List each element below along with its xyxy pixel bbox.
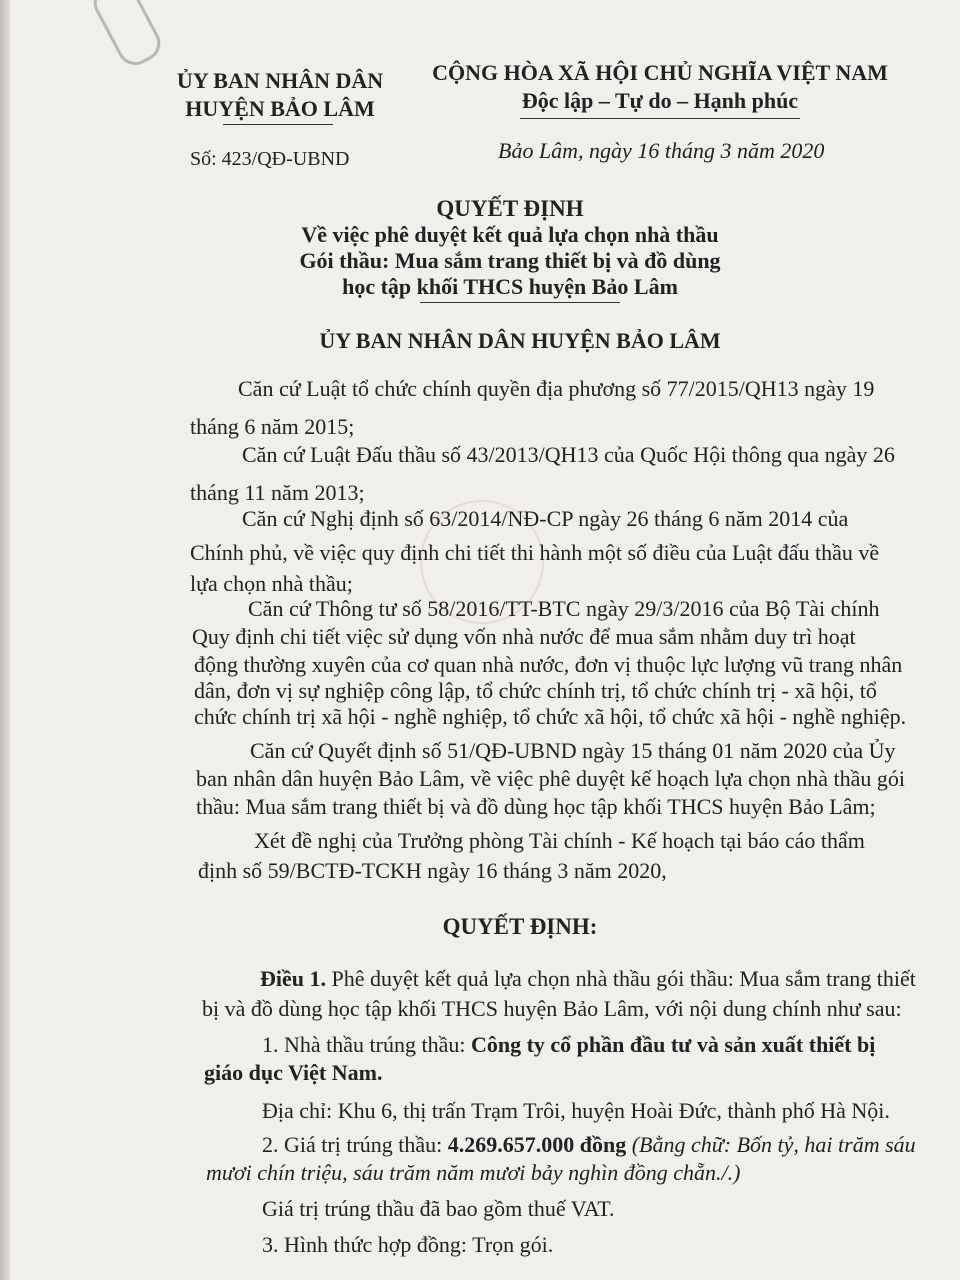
issuer-name: ỦY BAN NHÂN DÂN: [176, 68, 384, 93]
basis-line: tháng 6 năm 2015;: [190, 414, 355, 439]
vat-note: Giá trị trúng thầu đã bao gồm thuế VAT.: [262, 1196, 615, 1221]
decision-subject-1: Về việc phê duyệt kết quả lựa chọn nhà thầu: [301, 222, 719, 247]
winning-price-words: mươi chín triệu, sáu trăm năm mươi bảy nghìn đồng chẵn./.): [206, 1160, 741, 1185]
paper-clip-icon: [87, 0, 166, 71]
winning-bidder-line: 1. Nhà thầu trúng thầu: Công ty cổ phần đầu tư và sản xuất thiết bị: [262, 1032, 876, 1057]
winning-price-line: 2. Giá trị trúng thầu: 4.269.657.000 đồng (Bằng chữ: Bốn tỷ, hai trăm sáu: [262, 1132, 916, 1157]
basis-line: ban nhân dân huyện Bảo Lâm, về việc phê duyệt kế hoạch lựa chọn nhà thầu gói: [196, 766, 905, 791]
basis-line: Căn cứ Luật Đấu thầu số 43/2013/QH13 của Quốc Hội thông qua ngày 26: [242, 442, 895, 467]
basis-line: chức chính trị xã hội - nghề nghiệp, tổ chức xã hội, tổ chức xã hội - nghề nghiệp.: [194, 704, 907, 729]
document-number: Số: 423/QĐ-UBND: [190, 148, 350, 170]
basis-line: dân, đơn vị sự nghiệp công lập, tổ chức chính trị, tổ chức chính trị - xã hội, tổ: [194, 678, 877, 703]
place-date: Bảo Lâm, ngày 16 tháng 3 năm 2020: [498, 138, 825, 163]
basis-line: Căn cứ Nghị định số 63/2014/NĐ-CP ngày 26 tháng 6 năm 2014 của: [242, 506, 849, 531]
basis-line: Căn cứ Quyết định số 51/QĐ-UBND ngày 15 tháng 01 năm 2020 của Ủy: [250, 738, 896, 763]
decision-subject-2: Gói thầu: Mua sắm trang thiết bị và đồ dùng: [299, 248, 721, 273]
issuer-district: HUYỆN BẢO LÂM: [185, 96, 375, 121]
decision-subject-3: học tập khối THCS huyện Bảo Lâm: [342, 274, 678, 299]
title-underline: [420, 302, 620, 303]
winning-bidder-name-cont: giáo dục Việt Nam.: [204, 1060, 383, 1085]
decision-title: QUYẾT ĐỊNH: [436, 196, 584, 221]
authority-heading: ỦY BAN NHÂN DÂN HUYỆN BẢO LÂM: [319, 328, 721, 353]
basis-line: Quy định chi tiết việc sử dụng vốn nhà nước để mua sắm nhằm duy trì hoạt: [192, 624, 856, 649]
basis-line: Chính phủ, về việc quy định chi tiết thi hành một số điều của Luật đấu thầu về: [190, 540, 880, 565]
bidder-address: Địa chỉ: Khu 6, thị trấn Trạm Trôi, huyện Hoài Đức, thành phố Hà Nội.: [262, 1098, 890, 1123]
motto-underline: [520, 118, 800, 119]
decision-heading: QUYẾT ĐỊNH:: [442, 914, 598, 939]
basis-line: tháng 11 năm 2013;: [190, 480, 365, 505]
national-motto: Độc lập – Tự do – Hạnh phúc: [521, 88, 799, 113]
article-1-label: Điều 1.: [260, 966, 326, 991]
basis-line: lựa chọn nhà thầu;: [190, 571, 353, 596]
article-1-line: bị và đồ dùng học tập khối THCS huyện Bảo Lâm, với nội dung chính như sau:: [202, 996, 902, 1021]
winning-bidder-name: Công ty cổ phần đầu tư và sản xuất thiết bị: [470, 1032, 876, 1057]
basis-line: Căn cứ Luật tổ chức chính quyền địa phương số 77/2015/QH13 ngày 19: [238, 376, 875, 401]
article-1-line: Điều 1. Phê duyệt kết quả lựa chọn nhà thầu gói thầu: Mua sắm trang thiết: [260, 966, 916, 991]
national-title: CỘNG HÒA XÃ HỘI CHỦ NGHĨA VIỆT NAM: [432, 60, 888, 85]
basis-line: Căn cứ Thông tư số 58/2016/TT-BTC ngày 29/3/2016 của Bộ Tài chính: [248, 596, 880, 621]
basis-line: Xét đề nghị của Trưởng phòng Tài chính - Kế hoạch tại báo cáo thẩm: [254, 828, 865, 853]
contract-type: 3. Hình thức hợp đồng: Trọn gói.: [262, 1232, 554, 1257]
basis-line: thầu: Mua sắm trang thiết bị và đồ dùng học tập khối THCS huyện Bảo Lâm;: [196, 794, 876, 819]
basis-line: động thường xuyên của cơ quan nhà nước, đơn vị thuộc lực lượng vũ trang nhân: [194, 652, 903, 677]
document-page: [10, 0, 960, 1280]
winning-price-amount: 4.269.657.000 đồng: [447, 1132, 627, 1157]
basis-line: định số 59/BCTĐ-TCKH ngày 16 tháng 3 năm 2020,: [198, 858, 667, 883]
issuer-underline: [223, 124, 333, 125]
